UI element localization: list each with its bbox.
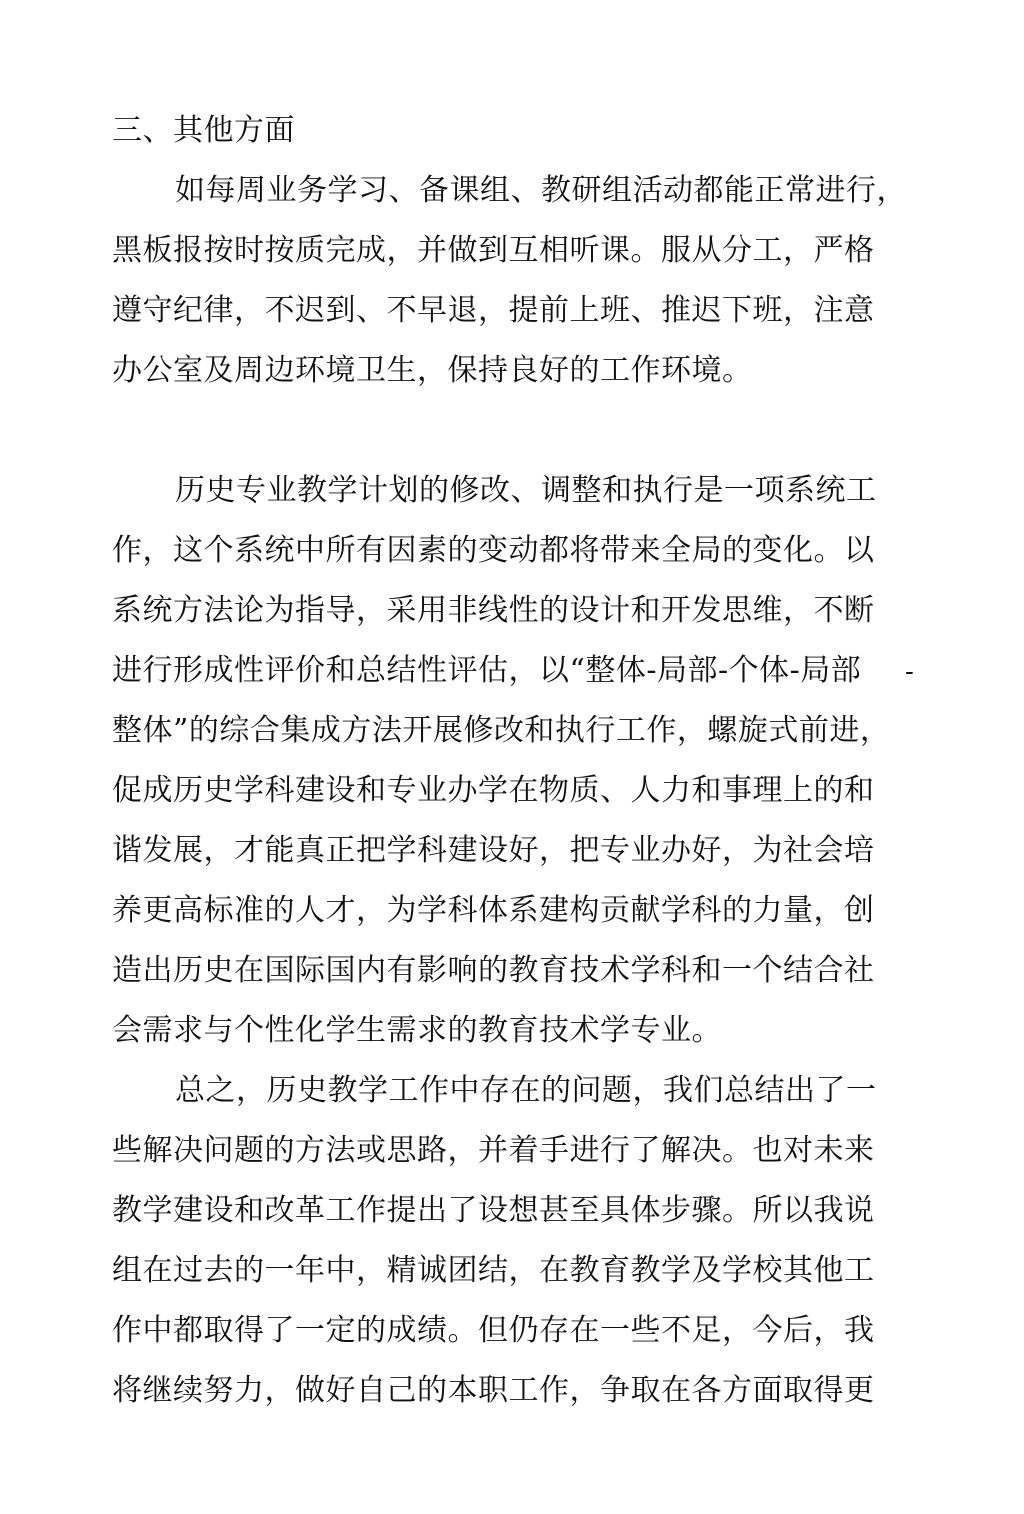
text-line: 遵守纪律，不迟到、不早退，提前上班、推迟下班，注意 bbox=[112, 293, 875, 328]
text-line: 办公室及周边环境卫生，保持良好的工作环境。 bbox=[112, 353, 753, 388]
text-line: 整体”的综合集成方法开展修改和执行工作，螺旋式前进， bbox=[112, 713, 891, 748]
text-line: 造出历史在国际国内有影响的教育技术学科和一个结合社 bbox=[112, 953, 875, 988]
text-line: 如每周业务学习、备课组、教研组活动都能正常进行， bbox=[175, 173, 907, 208]
text-line: 教学建设和改革工作提出了设想甚至具体步骤。所以我说 bbox=[112, 1193, 875, 1228]
text-line: 促成历史学科建设和专业办学在物质、人力和事理上的和 bbox=[112, 773, 875, 808]
text-line: 总之，历史教学工作中存在的问题，我们总结出了一 bbox=[175, 1073, 877, 1108]
text-line: 将继续努力，做好自己的本职工作，争取在各方面取得更 bbox=[112, 1373, 875, 1408]
text-line: 谐发展，才能真正把学科建设好，把专业办好，为社会培 bbox=[112, 833, 875, 868]
text-line: 养更高标准的人才，为学科体系建构贡献学科的力量，创 bbox=[112, 893, 875, 928]
text-line: 组在过去的一年中，精诚团结，在教育教学及学校其他工 bbox=[112, 1253, 875, 1288]
text-line: 系统方法论为指导，采用非线性的设计和开发思维，不断 bbox=[112, 593, 875, 628]
text-line: 会需求与个性化学生需求的教育技术学专业。 bbox=[112, 1013, 722, 1048]
trailing-hyphen: - bbox=[905, 657, 914, 687]
text-line: 黑板报按时按质完成，并做到互相听课。服从分工，严格 bbox=[112, 233, 875, 268]
text-line: 作中都取得了一定的成绩。但仍存在一些不足，今后，我 bbox=[112, 1313, 875, 1348]
text-line: 些解决问题的方法或思路，并着手进行了解决。也对未来 bbox=[112, 1133, 875, 1168]
text-line: 历史专业教学计划的修改、调整和执行是一项系统工 bbox=[175, 473, 877, 508]
text-line: 进行形成性评价和总结性评估，以“整体-局部-个体-局部 bbox=[112, 653, 862, 688]
section-heading: 三、其他方面 bbox=[112, 113, 295, 148]
text-line: 作，这个系统中所有因素的变动都将带来全局的变化。以 bbox=[112, 533, 875, 568]
